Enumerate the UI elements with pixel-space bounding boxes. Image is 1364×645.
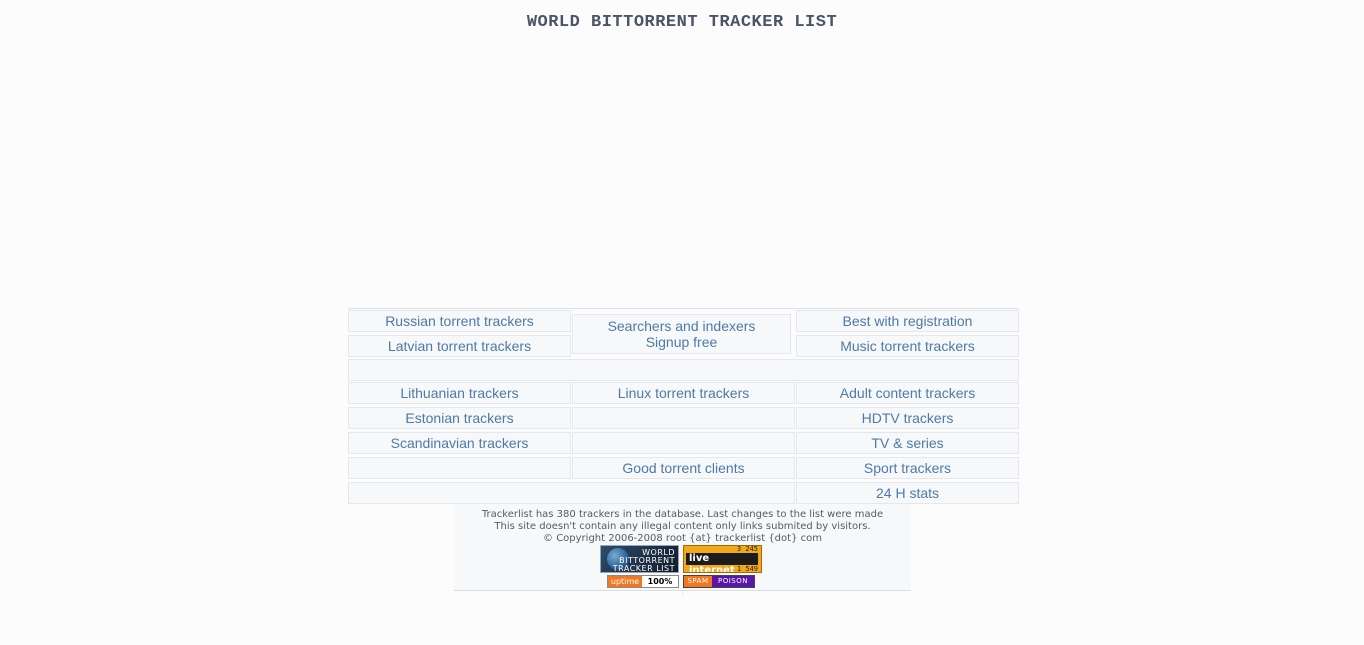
liveinternet-logo: live internet <box>686 553 758 565</box>
uptime-label: uptime <box>608 576 642 587</box>
poison-label: POISON <box>712 576 754 587</box>
empty-cell <box>348 482 795 504</box>
grid-row <box>348 407 1019 429</box>
link-linux-torrent-trackers[interactable]: Linux torrent trackers <box>572 382 795 404</box>
link-searchers-and-indexers[interactable]: Searchers and indexers <box>607 318 756 334</box>
uptime-value: 100% <box>647 577 673 586</box>
liveinternet-counter-badge[interactable] <box>683 545 762 573</box>
empty-cell <box>572 432 795 454</box>
link-best-with-registration[interactable]: Best with registration <box>796 310 1019 332</box>
counter-top-number: 3 245 <box>736 545 758 553</box>
grid-row <box>348 432 1019 454</box>
link-24h-stats[interactable]: 24 H stats <box>796 482 1019 504</box>
spam-label: SPAM <box>684 576 712 587</box>
link-music-torrent-trackers[interactable]: Music torrent trackers <box>796 335 1019 357</box>
link-good-torrent-clients[interactable]: Good torrent clients <box>572 457 795 479</box>
link-latvian-torrent-trackers[interactable]: Latvian torrent trackers <box>348 335 571 357</box>
spam-poison-badge[interactable] <box>683 575 755 588</box>
uptime-badge[interactable] <box>607 575 679 588</box>
link-hdtv-trackers[interactable]: HDTV trackers <box>796 407 1019 429</box>
copyright-text: © Copyright 2006-2008 root {at} trackerlist {dot} com <box>543 533 822 544</box>
counter-bottom-number: 1 549 <box>736 565 758 573</box>
link-tv-and-series[interactable]: TV & series <box>796 432 1019 454</box>
empty-cell <box>572 407 795 429</box>
tracker-category-grid <box>348 308 1019 501</box>
link-signup-free[interactable]: Signup free <box>645 334 718 350</box>
badge-text: WORLD <box>642 548 675 557</box>
link-scandinavian-trackers[interactable]: Scandinavian trackers <box>348 432 571 454</box>
grid-row <box>348 482 1019 504</box>
tracker-count-text: Trackerlist has 380 trackers in the database. Last changes to the list were made <box>481 509 884 520</box>
empty-cell <box>348 457 571 479</box>
site-footer <box>454 504 911 591</box>
link-estonian-trackers[interactable]: Estonian trackers <box>348 407 571 429</box>
grid-row <box>348 382 1019 404</box>
link-lithuanian-trackers[interactable]: Lithuanian trackers <box>348 382 571 404</box>
spacer-cell <box>348 359 1019 381</box>
world-bittorrent-tracker-list-badge[interactable] <box>600 545 679 573</box>
badge-text: TRACKER LIST <box>612 564 675 573</box>
link-sport-trackers[interactable]: Sport trackers <box>796 457 1019 479</box>
disclaimer-text: This site doesn't contain any illegal content only links submited by visitors. <box>494 521 871 532</box>
grid-row <box>348 457 1019 479</box>
badge-text: BITTORRENT <box>619 556 675 565</box>
drag-handle-icon: ⋮ <box>680 591 686 598</box>
page-title: WORLD BITTORRENT TRACKER LIST <box>526 13 838 32</box>
link-russian-torrent-trackers[interactable]: Russian torrent trackers <box>348 310 571 332</box>
grid-row <box>348 335 1019 357</box>
link-adult-content-trackers[interactable]: Adult content trackers <box>796 382 1019 404</box>
grid-spacer-row <box>348 359 1019 381</box>
